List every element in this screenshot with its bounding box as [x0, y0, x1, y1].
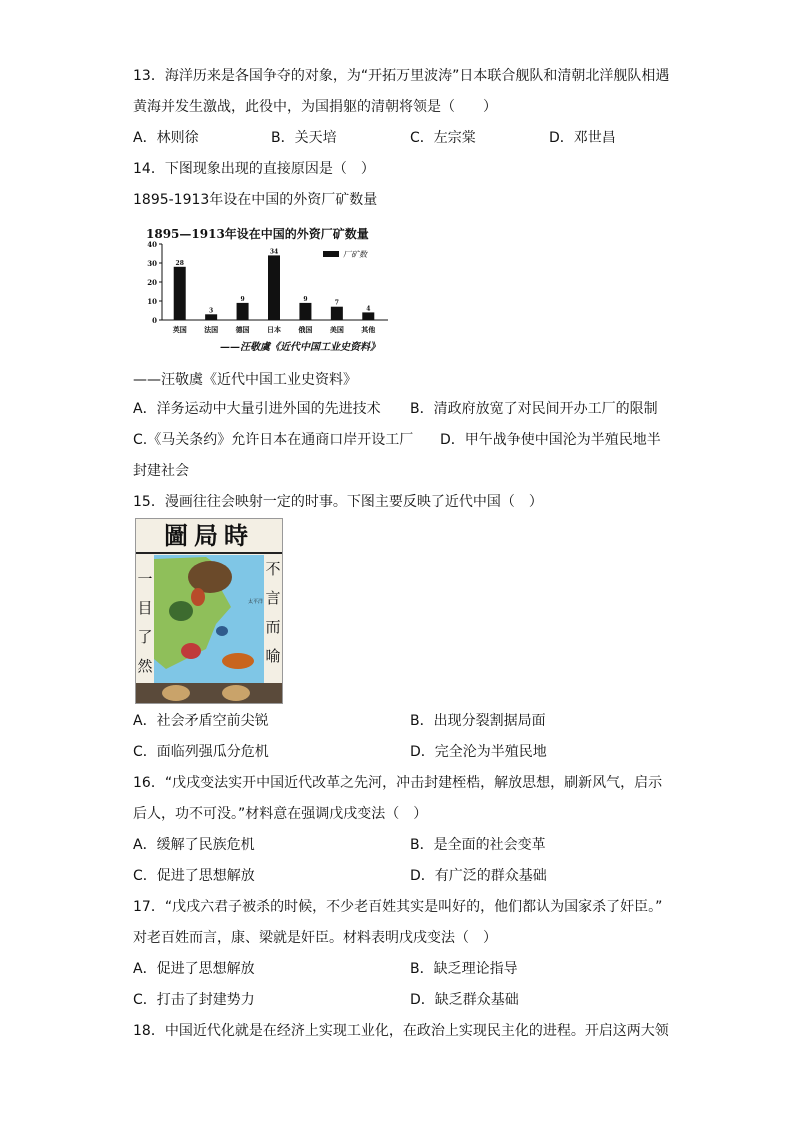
q14-stem: 14．下图现象出现的直接原因是（ ）: [133, 161, 375, 177]
q16-stem-line2: 后人，功不可没。”材料意在强调戊戌变法（ ）: [133, 806, 428, 822]
q14-option-d-cont: 封建社会: [133, 463, 189, 479]
q14-caption: 1895-1913年设在中国的外资厂矿数量: [133, 192, 378, 208]
bar-chart: [140, 222, 400, 356]
q17-stem-line1: 17．“戊戌六君子被杀的时候，不少老百姓其实是叫好的，他们都认为国家杀了奸臣。”: [133, 899, 663, 915]
bar-value-label: 4: [366, 305, 371, 313]
q17-stem-line2: 对老百姓而言，康、梁就是奸臣。材料表明戊戌变法（ ）: [133, 930, 497, 946]
q17-option-c: C．打击了封建势力: [133, 992, 255, 1008]
cartoon-figure-3: [181, 643, 201, 659]
q18-stem-line1: 18．中国近代化就是在经济上实现工业化，在政治上实现民主化的进程。开启这两大领: [133, 1023, 669, 1039]
q15-option-b: B．出现分裂割据局面: [410, 713, 546, 729]
q14-source: ——汪敬虞《近代中国工业史资料》: [133, 372, 357, 388]
y-tick-label: 40: [147, 240, 157, 249]
y-tick-label: 0: [152, 316, 157, 325]
q14-option-b: B．清政府放宽了对民间开办工厂的限制: [410, 401, 658, 417]
q14-option-a: A．洋务运动中大量引进外国的先进技术: [133, 401, 381, 417]
q13-option-d: D．邓世昌: [549, 130, 616, 146]
y-tick-label: 10: [147, 297, 157, 306]
q16-option-a: A．缓解了民族危机: [133, 837, 255, 853]
cartoon-frog: [216, 626, 228, 636]
legend-swatch: [323, 251, 339, 257]
x-tick-label: 日本: [267, 325, 281, 334]
bar-value-label: 28: [175, 259, 184, 267]
q16-option-d: D．有广泛的群众基础: [410, 868, 547, 884]
cartoon-title: 圖局時: [164, 521, 254, 550]
bar-1: [205, 314, 217, 320]
q13-option-a: A．林则徐: [133, 130, 199, 146]
x-tick-label: 英国: [172, 325, 187, 334]
x-tick-label: 俄国: [298, 325, 313, 334]
y-tick-label: 20: [147, 278, 157, 287]
bar-0: [174, 267, 186, 320]
cartoon-eagle: [222, 653, 254, 669]
q13-stem-line1: 13．海洋历来是各国争夺的对象，为“开拓万里波涛”日本联合舰队和清朝北洋舰队相遇: [133, 68, 670, 84]
q16-option-c: C．促进了思想解放: [133, 868, 255, 884]
q15-option-d: D．完全沦为半殖民地: [410, 744, 547, 760]
q13-option-c: C．左宗棠: [410, 130, 476, 146]
q14-option-d: D．甲午战争使中国沦为半殖民地半: [440, 432, 661, 448]
q17-option-d: D．缺乏群众基础: [410, 992, 519, 1008]
bar-5: [331, 307, 343, 320]
bar-3: [268, 255, 280, 320]
cartoon-image: [135, 518, 283, 704]
bar-2: [237, 303, 249, 320]
q15-stem: 15．漫画往往会映射一定的时事。下图主要反映了近代中国（ ）: [133, 494, 543, 510]
q16-option-b: B．是全面的社会变革: [410, 837, 546, 853]
q17-option-a: A．促进了思想解放: [133, 961, 255, 977]
cartoon-figure-2: [191, 588, 205, 606]
bar-4: [299, 303, 311, 320]
q15-option-c: C．面临列强瓜分危机: [133, 744, 269, 760]
q17-option-b: B．缺乏理论指导: [410, 961, 518, 977]
cartoon-bear: [188, 561, 232, 593]
bar-value-label: 3: [209, 307, 214, 315]
y-tick-label: 30: [147, 259, 157, 268]
q14-option-c: C.《马关条约》允许日本在通商口岸开设工厂: [133, 432, 414, 448]
x-tick-label: 美国: [329, 325, 344, 334]
cartoon-right-text: 不 言 而 喻: [265, 560, 281, 665]
cartoon-left-text: 一 目 了 然: [137, 570, 153, 675]
bar-value-label: 9: [240, 295, 245, 303]
x-tick-label: 德国: [235, 325, 250, 334]
bar-6: [362, 312, 374, 320]
q13-option-b: B．关天培: [271, 130, 337, 146]
x-tick-label: 其他: [361, 325, 376, 334]
q16-stem-line1: 16．“戊戌变法实开中国近代改革之先河，冲击封建桎梏，解放思想，刷新风气，启示: [133, 775, 663, 791]
x-tick-label: 法国: [204, 325, 219, 334]
legend-label: 厂矿数: [343, 250, 367, 259]
q13-stem-line2: 黄海并发生激战，此役中，为国捐躯的清朝将领是（ ）: [133, 99, 497, 115]
chart-source: ——汪敬虞《近代中国工业史资料》: [220, 342, 380, 353]
cartoon-sea-label: 太平洋: [248, 599, 264, 605]
bar-value-label: 7: [334, 299, 339, 307]
q15-option-a: A．社会矛盾空前尖锐: [133, 713, 269, 729]
bar-value-label: 9: [303, 295, 308, 303]
bar-value-label: 34: [269, 248, 279, 256]
chart-title: 1895—1913年设在中国的外资厂矿数量: [146, 227, 369, 241]
cartoon-figure-1: [169, 601, 193, 621]
